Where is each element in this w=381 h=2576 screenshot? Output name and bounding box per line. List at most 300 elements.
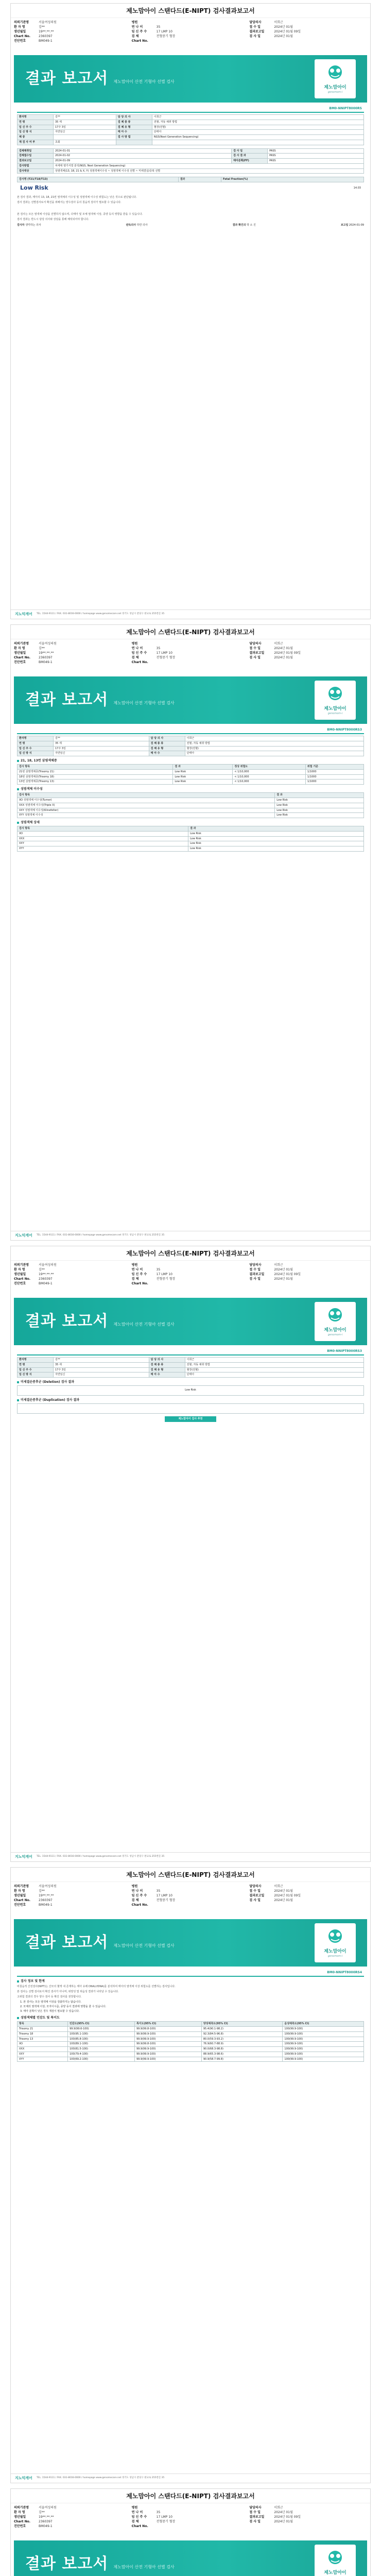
info-key: 연 나 이 bbox=[131, 1889, 143, 1893]
report-banner bbox=[14, 2540, 367, 2576]
table-cell: 100(99.9-100) bbox=[283, 2027, 364, 2032]
table-cell: NGS(Next Generation Sequencing) bbox=[152, 135, 363, 140]
note-line: 본 검사는 모든 염색체 이상을 선별하지 않으며, 다태아 및 모체 염색체 이상, 종양 등의 영향을 받을 수 있습니다. bbox=[17, 212, 143, 216]
table-cell: 90.9(58.7-99.8) bbox=[201, 2057, 283, 2062]
info-col-right bbox=[249, 1884, 367, 1917]
note-line: 3. 태아 분획이 낮은 경우 재검이 필요할 수 있습니다. bbox=[20, 2010, 80, 2013]
info-value: 19**.**.** bbox=[39, 2515, 54, 2519]
info-col-right bbox=[249, 2505, 367, 2538]
banner-title: 결과 보고서 bbox=[25, 690, 109, 709]
info-row bbox=[249, 1277, 367, 1281]
info-row bbox=[132, 25, 250, 29]
info-key: Chart No. bbox=[131, 1282, 148, 1285]
table-cell: 2024-01-09 bbox=[54, 159, 232, 164]
column-header: 결과 bbox=[178, 177, 221, 182]
table-row bbox=[18, 808, 364, 813]
genomom-logo-icon bbox=[324, 64, 347, 83]
table-cell: 단태아 bbox=[152, 130, 363, 135]
info-key: 검 체 bbox=[131, 656, 139, 659]
logo-sub: genomom-i bbox=[327, 711, 343, 715]
column-header: Fetal Fraction(%) bbox=[221, 177, 364, 182]
micro-dup-title: 미세결손증후군 (Duplication) 검사 결과 bbox=[21, 1398, 80, 1402]
table-cell: 검사방법 bbox=[18, 163, 54, 168]
genomom-logo-icon bbox=[324, 2549, 347, 2569]
page-footer bbox=[11, 609, 370, 619]
info-row bbox=[249, 29, 367, 34]
info-row bbox=[249, 1263, 367, 1267]
logo-name: 제노맘아이 bbox=[324, 1948, 347, 1954]
info-row bbox=[14, 1903, 132, 1907]
footer-text: TEL. 1544-9111 / FAX. 031-8016-0000 / homepage www.genomecare.net 경기도 성남시 분당구 판교로 255번길 35 bbox=[36, 613, 165, 616]
table-row bbox=[18, 769, 364, 774]
table-cell: 90.0(68.3-98.8) bbox=[201, 2047, 283, 2052]
perf-heading bbox=[17, 2016, 364, 2020]
table-cell bbox=[116, 140, 152, 145]
recommend-button[interactable]: 제노맘아이 검사 추천 bbox=[165, 1416, 216, 1422]
info-value bbox=[157, 2505, 250, 2510]
info-row bbox=[14, 651, 132, 655]
table-cell: 13번 삼염색체증(Trisomy 13) bbox=[18, 779, 173, 785]
table-cell: 검 체 종 류 bbox=[149, 1362, 185, 1367]
table-row bbox=[18, 1358, 364, 1363]
info-value: 이희근 bbox=[274, 21, 283, 24]
column-header: 결 과 bbox=[188, 826, 364, 832]
table-row bbox=[18, 135, 364, 140]
info-key: 병원 bbox=[131, 2506, 138, 2510]
info-row bbox=[132, 34, 250, 39]
table-row bbox=[18, 803, 364, 808]
table-cell: 태 아 수 bbox=[116, 130, 152, 135]
info-row bbox=[14, 1277, 132, 1281]
table-cell bbox=[54, 135, 116, 140]
info-value: 2024년 01월 09일 bbox=[274, 2515, 301, 2519]
info-value: 서울여성의원 bbox=[39, 1263, 57, 1267]
table-cell: 임 신 주 수 bbox=[18, 125, 54, 130]
info-key: 임 신 주 수 bbox=[131, 30, 147, 33]
info-value: 2360397 bbox=[39, 1277, 53, 1281]
note-line: 본 검사 결과, 태아의 13, 18, 21번 염색체의 이수성 및 성염색체 이수성 위험도는 낮은 것으로 판단됩니다. bbox=[17, 195, 137, 199]
info-value: 2024년 01월 09일 bbox=[274, 1894, 301, 1897]
info-value: 이희근 bbox=[274, 642, 283, 646]
genomom-logo-icon bbox=[324, 685, 347, 705]
table-cell: 100(81.5-100) bbox=[68, 2047, 135, 2052]
info-heading bbox=[17, 1979, 364, 1984]
table-row bbox=[18, 736, 364, 741]
table-cell: 검 체 유 형 bbox=[116, 125, 152, 130]
table-cell: Low Risk bbox=[173, 774, 233, 779]
table-header bbox=[18, 177, 364, 182]
table-cell: 이희근 bbox=[185, 736, 363, 741]
info-key: 검 사 일 bbox=[249, 2520, 261, 2523]
table-cell: XXX bbox=[18, 836, 188, 841]
info-key: 병원 bbox=[131, 1263, 138, 1267]
genomom-logo-icon bbox=[324, 1307, 347, 1326]
info-value: 김** bbox=[39, 1268, 45, 1272]
table-cell: 99.9(99.9-100) bbox=[134, 2031, 201, 2037]
table-cell: 김** bbox=[54, 736, 149, 741]
detail-section bbox=[17, 727, 364, 852]
info-value: 19**.**.** bbox=[39, 1273, 54, 1276]
footer-company: 지노믹케어 bbox=[15, 1233, 32, 1238]
table-cell: 99.9(99.6-100) bbox=[68, 2027, 135, 2032]
info-col-mid bbox=[132, 1263, 250, 1296]
info-key: 생년월일 bbox=[14, 1273, 26, 1276]
info-row bbox=[132, 655, 250, 660]
micro-del-heading bbox=[17, 1380, 364, 1384]
table-cell: 자연임신 bbox=[54, 1372, 149, 1378]
info-key: Chart No. bbox=[131, 1903, 148, 1907]
info-value: 서울여성의원 bbox=[39, 1885, 57, 1888]
table-cell: Low Risk bbox=[188, 831, 364, 836]
info-key: 접 수 일 bbox=[249, 2511, 261, 2514]
report-page-1 bbox=[10, 3, 371, 619]
info-row bbox=[249, 25, 367, 29]
info-row bbox=[249, 34, 367, 39]
report-banner bbox=[14, 1298, 367, 1345]
info-key: 검 체 bbox=[131, 35, 139, 38]
table-cell: 단태아 bbox=[185, 751, 363, 756]
info-value: 2024년 01월 bbox=[274, 1889, 293, 1893]
info-row bbox=[14, 660, 132, 665]
banner-title: 결과 보고서 bbox=[25, 1312, 109, 1330]
info-col-mid bbox=[132, 1884, 250, 1917]
info-key: Chart No. bbox=[131, 2524, 148, 2528]
table-cell: 100(99.9-100) bbox=[283, 2031, 364, 2037]
info-value bbox=[157, 1281, 250, 1286]
table-cell: PASS bbox=[268, 154, 364, 159]
info-key: 생년월일 bbox=[14, 30, 26, 33]
info-row bbox=[14, 2505, 132, 2510]
report-banner bbox=[14, 55, 367, 103]
info-key: 담당의사 bbox=[249, 2506, 262, 2510]
table-cell: 35 세 bbox=[54, 120, 116, 125]
logo-sub: genomom-i bbox=[327, 1954, 343, 1958]
table-cell: 상염색체(13, 18, 21 & X, Y) 성염색체이수성 ~ 성염색체 이수성 선별 ~ 미세결실/중복 선별 bbox=[54, 168, 364, 174]
table-cell: 단태아 bbox=[185, 1372, 363, 1378]
sex-heading: 성염색체 이수성 bbox=[17, 787, 364, 791]
info-value bbox=[157, 1884, 250, 1889]
info-row bbox=[14, 34, 132, 39]
column-header: 민감도(95% CI) bbox=[68, 2022, 135, 2027]
info-key: Chart No. bbox=[14, 2520, 31, 2523]
table-cell: 18번 삼염색체증(Trisomy 18) bbox=[18, 774, 173, 779]
sample-table bbox=[17, 1357, 364, 1378]
info-value: 전혈중기 혈장 bbox=[156, 35, 176, 38]
info-row bbox=[132, 2519, 250, 2524]
footer-company: 지노믹케어 bbox=[15, 2476, 32, 2480]
info-value: 2024년 01월 bbox=[274, 1277, 293, 1281]
table-cell: 88.9(65.3-98.6) bbox=[201, 2052, 283, 2057]
column-header: 특이도(95% CI) bbox=[134, 2022, 201, 2027]
info-row bbox=[14, 2515, 132, 2519]
info-col-left bbox=[14, 641, 132, 674]
info-row bbox=[249, 651, 367, 655]
table-cell: 검 사 일 bbox=[232, 148, 268, 154]
table-cell: 담 당 의 사 bbox=[116, 115, 152, 120]
info-row bbox=[132, 646, 250, 651]
info-key: 검 사 일 bbox=[249, 1899, 261, 1902]
table-cell: 환자명 bbox=[18, 736, 54, 741]
table-cell: 담 당 의 사 bbox=[149, 736, 185, 741]
column-header: 음성예측도(95% CI) bbox=[283, 2022, 364, 2027]
info-value: 이희근 bbox=[274, 1263, 283, 1267]
info-value: 전혈중기 혈장 bbox=[156, 1277, 176, 1281]
info-row bbox=[14, 1893, 132, 1898]
column-header: 검사 항목 bbox=[18, 793, 275, 798]
table-cell: 임 신 주 수 bbox=[18, 1367, 54, 1372]
table-cell: 100(79.4-100) bbox=[68, 2052, 135, 2057]
info-key: 담당의사 bbox=[249, 1263, 262, 1267]
info-row bbox=[14, 1898, 132, 1903]
info-value: 17 LMP 10 bbox=[156, 1894, 172, 1897]
table-cell: 100(89.1-100) bbox=[68, 2042, 135, 2047]
info-col-left bbox=[14, 1884, 132, 1917]
info-key: 환 자 명 bbox=[14, 25, 25, 29]
page-code: BM0-NNIPT8000RS3 bbox=[17, 727, 364, 734]
table-cell: Low Risk bbox=[173, 779, 233, 785]
info-row bbox=[132, 1898, 250, 1903]
table-cell: 전혈, 자동 채취 방법 bbox=[185, 1362, 363, 1367]
table-cell: 99.9(99.8-100) bbox=[134, 2027, 201, 2032]
info-row bbox=[249, 2515, 367, 2519]
signature-row bbox=[17, 224, 364, 227]
report-page-2 bbox=[10, 624, 371, 1241]
info-key: 담당의사 bbox=[249, 21, 262, 24]
info-row bbox=[14, 641, 132, 646]
info-value: 서울여성의원 bbox=[39, 21, 57, 24]
micro-del-result: Low Risk bbox=[17, 1385, 364, 1396]
info-row bbox=[14, 20, 132, 25]
table-cell: 자연임신 bbox=[54, 751, 149, 756]
logo bbox=[315, 59, 356, 98]
table-cell: XXX 성염색체 이수성(Triple X) bbox=[18, 803, 275, 808]
banner-subtitle: 제노맘아이 산전 기형아 선별 검사 bbox=[113, 79, 175, 84]
info-value: 19**.**.** bbox=[39, 30, 54, 33]
table-row bbox=[18, 813, 364, 818]
info-value: 2024년 01월 bbox=[274, 2511, 293, 2514]
table-row bbox=[18, 1367, 364, 1372]
table-row bbox=[18, 168, 364, 174]
table-cell: 76.9(60.7-88.9) bbox=[201, 2042, 283, 2047]
table-cell: 95.4(90.1-98.2) bbox=[201, 2027, 283, 2032]
logo-sub: genomom-i bbox=[327, 1333, 343, 1336]
bullet-icon bbox=[17, 1381, 19, 1383]
info-value: BM049-1 bbox=[39, 39, 53, 43]
table-header bbox=[18, 765, 364, 770]
logo bbox=[315, 1923, 356, 1962]
info-key: 병원 bbox=[131, 21, 138, 24]
info-key: 연 나 이 bbox=[131, 1268, 143, 1272]
info-value: 김** bbox=[39, 2511, 45, 2514]
report-page-4 bbox=[10, 1867, 371, 2483]
info-row bbox=[14, 1267, 132, 1272]
table-cell: 체 중 bbox=[18, 135, 54, 140]
signer-a-label: 검사자 bbox=[17, 223, 25, 227]
table-cell: 99.9(99.9-100) bbox=[134, 2057, 201, 2062]
table-cell: 김** bbox=[54, 1358, 149, 1363]
signer-c-label: 결과 확인의 bbox=[232, 223, 246, 227]
note-line: 검사 결과는 반드시 담당 의사와 상담을 통해 해석되어야 합니다. bbox=[17, 217, 89, 221]
info-row bbox=[14, 646, 132, 651]
info-row bbox=[132, 29, 250, 34]
table-cell bbox=[152, 140, 363, 145]
info-value: 2024년 01월 bbox=[274, 2520, 293, 2523]
info-row bbox=[14, 2510, 132, 2515]
table-cell: 김** bbox=[54, 115, 116, 120]
info-value bbox=[157, 641, 250, 646]
logo bbox=[315, 2545, 356, 2576]
info-value: 김** bbox=[39, 1889, 45, 1893]
table-cell: 전혈, 자동 채취 방법 bbox=[152, 120, 363, 125]
info-value: 2024년 01월 bbox=[274, 35, 293, 38]
info-row bbox=[132, 1889, 250, 1893]
test-info-table bbox=[17, 148, 364, 174]
info-row bbox=[132, 1281, 250, 1286]
table-row bbox=[18, 751, 364, 756]
trisomy-table bbox=[17, 764, 364, 785]
table-cell: 태 아 수 bbox=[149, 1372, 185, 1378]
banner-title: 결과 보고서 bbox=[25, 2554, 109, 2573]
signer-b bbox=[126, 224, 148, 227]
table-cell: XO bbox=[18, 2042, 68, 2047]
info-key: 병원 bbox=[131, 642, 138, 646]
page-title: 제노맘아이 스탠다드(E-NIPT) 검사결과보고서 bbox=[11, 625, 370, 639]
table-row bbox=[18, 1372, 364, 1378]
table-cell: < 1/10,000 bbox=[233, 769, 306, 774]
info-value bbox=[157, 1903, 250, 1907]
table-row bbox=[18, 836, 364, 841]
table-cell: 혈장(전혈) bbox=[185, 1367, 363, 1372]
column-header: 결 과 bbox=[275, 793, 364, 798]
info-value bbox=[157, 660, 250, 665]
table-cell: 태아분획(FF) bbox=[232, 159, 268, 164]
table-cell: PASS bbox=[268, 159, 364, 164]
table-cell: 연 령 bbox=[18, 120, 54, 125]
info-key: 검 사 일 bbox=[249, 656, 261, 659]
table-cell: 차세대 염기서열 분석(NGS, Next Generation Sequencing) bbox=[54, 163, 364, 168]
info-key: 의뢰기관명 bbox=[14, 1263, 29, 1267]
table-cell: 자연임신 bbox=[54, 130, 116, 135]
table-cell: 임 신 주 수 bbox=[18, 746, 54, 751]
banner-subtitle: 제노맘아이 산전 기형아 선별 검사 bbox=[113, 2564, 175, 2569]
logo-name: 제노맘아이 bbox=[324, 2570, 347, 2575]
table-row bbox=[18, 798, 364, 803]
footer-company: 지노믹케어 bbox=[15, 612, 32, 616]
info-key: 연 나 이 bbox=[131, 647, 143, 650]
table-cell: XXY bbox=[18, 841, 188, 846]
table-cell: Trisomy 21 bbox=[18, 2027, 68, 2032]
table-row bbox=[18, 2037, 364, 2042]
report-date-label: 보고일 bbox=[340, 223, 349, 227]
info-key: 검 체 bbox=[131, 2520, 139, 2523]
table-cell: 담 당 의 사 bbox=[149, 1358, 185, 1363]
banner-subtitle: 제노맘아이 산전 기형아 선별 검사 bbox=[113, 1943, 175, 1948]
footer-company: 지노믹케어 bbox=[15, 1854, 32, 1859]
table-cell: 임 신 방 식 bbox=[18, 751, 54, 756]
table-row bbox=[18, 125, 364, 130]
table-cell: 검 사 결 과 bbox=[232, 154, 268, 159]
table-cell: Low Risk bbox=[188, 846, 364, 852]
table-row bbox=[18, 130, 364, 135]
sample-section bbox=[17, 106, 364, 227]
micro-del-title: 미세결손증후군 (Deletion) 검사 결과 bbox=[21, 1380, 75, 1384]
table-cell: 35 세 bbox=[54, 1362, 149, 1367]
table-cell: 17주 3일 bbox=[54, 746, 149, 751]
signer-c-name: 박 소 진 bbox=[247, 223, 256, 227]
page-code: BM0-NNIPT8000RS4 bbox=[17, 1970, 364, 1977]
info-key: 환 자 명 bbox=[14, 647, 25, 650]
sample-table bbox=[17, 736, 364, 756]
table-header bbox=[18, 793, 364, 798]
table-row bbox=[18, 774, 364, 779]
info-value: BM049-1 bbox=[39, 2524, 53, 2528]
info-value: 전혈중기 혈장 bbox=[156, 1899, 176, 1902]
info-row bbox=[249, 1893, 367, 1898]
info-value: BM049-1 bbox=[39, 660, 53, 664]
result-table bbox=[17, 177, 364, 182]
page-code: BM0-NNIPT8000RS3 bbox=[17, 1348, 364, 1355]
note-line: 비침습적 산전검사(NIPT)는 산모의 혈액 내 존재하는 태아 유래 DNA(cfDNA)를 분석하여 태아의 염색체 이상 위험도를 선별하는 검사입니다. bbox=[17, 1985, 176, 1989]
table-cell: 연 령 bbox=[18, 741, 54, 746]
signer-a-name: 생각하는 의사 bbox=[25, 223, 41, 227]
table-cell: Low Risk bbox=[275, 808, 364, 813]
table-row bbox=[18, 2031, 364, 2037]
report-banner bbox=[14, 676, 367, 724]
table-cell: 99.9(99.9-100) bbox=[134, 2037, 201, 2042]
info-row bbox=[132, 2510, 250, 2515]
info-row bbox=[132, 1267, 250, 1272]
logo bbox=[315, 681, 356, 720]
table-cell: XXY 성염색체 이수성(Klinefelter) bbox=[18, 808, 275, 813]
info-key: 의뢰기관명 bbox=[14, 1885, 29, 1888]
table-cell: XXY bbox=[18, 2052, 68, 2057]
column-header: 항목 bbox=[18, 2022, 68, 2027]
table-cell: 검 체 유 형 bbox=[149, 746, 185, 751]
info-row bbox=[132, 2505, 250, 2510]
result-row bbox=[17, 182, 364, 194]
bullet-icon bbox=[17, 1399, 19, 1401]
patient-info bbox=[11, 18, 370, 55]
logo-name: 제노맘아이 bbox=[324, 706, 347, 711]
info-key: 의뢰기관명 bbox=[14, 21, 29, 24]
table-row bbox=[18, 140, 364, 145]
info-row bbox=[132, 2515, 250, 2519]
table-row bbox=[18, 2057, 364, 2062]
table-row bbox=[18, 154, 364, 159]
info-key: 임 신 주 수 bbox=[131, 2515, 147, 2519]
sex-detail-table bbox=[17, 826, 364, 852]
table-cell: < 1/10,000 bbox=[233, 779, 306, 785]
info-key: 검 사 일 bbox=[249, 1277, 261, 1281]
note-line: 본 검사는 선별 검사로서 확진 검사가 아니며, 위양성 및 위음성 결과가 나타날 수 있습니다. bbox=[17, 1990, 119, 1994]
info-key: 연 나 이 bbox=[131, 25, 143, 29]
table-cell: 초회 bbox=[54, 140, 116, 145]
perf-title: 성염색체별 민감도 및 특이도 bbox=[21, 2016, 60, 2020]
table-cell: 92.3(84.5-96.8) bbox=[201, 2031, 283, 2037]
table-cell: 결과보고일 bbox=[18, 159, 54, 164]
info-key: Chart No. bbox=[14, 1899, 31, 1902]
info-value: 이희근 bbox=[274, 1885, 283, 1888]
info-key: 생년월일 bbox=[14, 651, 26, 655]
table-cell: XYY 성염색체 이수성 bbox=[18, 813, 275, 818]
report-page-3 bbox=[10, 1246, 371, 1862]
info-row bbox=[14, 1263, 132, 1267]
table-cell: 검 사 방 법 bbox=[116, 135, 152, 140]
column-header: 정상 위험도 bbox=[233, 765, 306, 770]
info-key: 환 자 명 bbox=[14, 1268, 25, 1272]
info-row bbox=[132, 39, 250, 43]
info-key: 결과보고일 bbox=[249, 2515, 265, 2519]
